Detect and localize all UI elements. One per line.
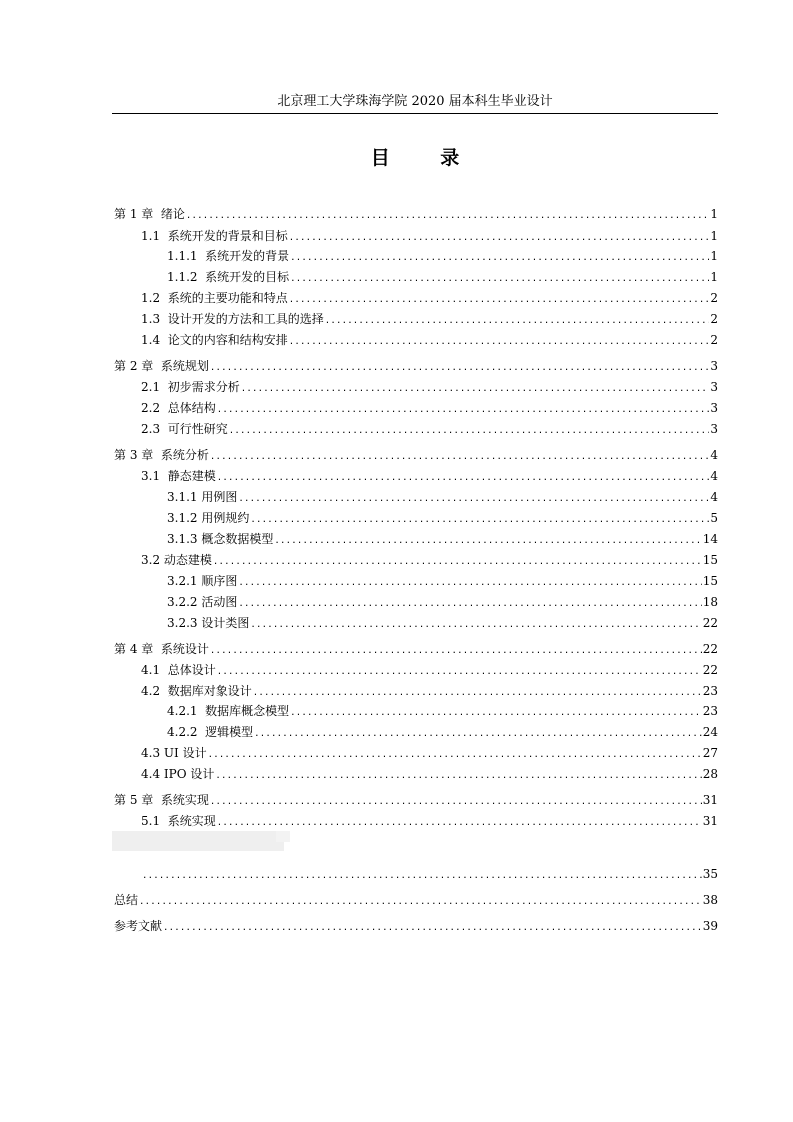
- dot-leader: [290, 250, 709, 266]
- toc-entry-label: 2.1 初步需求分析: [141, 380, 240, 394]
- redacted-region-tab: [276, 831, 290, 842]
- toc-entry-label: 3.2.2 活动图: [167, 595, 238, 609]
- dot-leader: [290, 271, 709, 287]
- toc-entry-label: 3.1.3 概念数据模型: [167, 532, 274, 546]
- toc-entry-label: 3.2 动态建模: [141, 553, 212, 567]
- redacted-region: [112, 831, 284, 851]
- toc-entry-label: 4.2.1 数据库概念模型: [167, 704, 290, 718]
- toc-entry-1-3[interactable]: [141, 311, 718, 329]
- toc-entry-ch4[interactable]: [114, 641, 718, 659]
- toc-entry-page: 3: [710, 422, 718, 436]
- toc-entry-page: 15: [702, 553, 718, 567]
- toc-entry-4-2[interactable]: [141, 683, 718, 701]
- toc-entry-ch2[interactable]: [114, 358, 718, 376]
- toc-entry-ch1[interactable]: [114, 206, 718, 224]
- toc-entry-obscured[interactable]: [141, 866, 718, 884]
- toc-entry-page: 22: [702, 663, 718, 677]
- toc-entry-label: 4.4 IPO 设计: [141, 767, 215, 781]
- toc-entry-label: 4.1 总体设计: [141, 663, 216, 677]
- dot-leader: [250, 617, 701, 633]
- toc-entry-summary[interactable]: [114, 892, 718, 910]
- toc-entry-5-1[interactable]: [141, 813, 718, 831]
- toc-entry-page: 3: [710, 380, 718, 394]
- dot-leader: [210, 360, 709, 376]
- dot-leader: [274, 533, 701, 549]
- toc-entry-page: 5: [710, 511, 718, 525]
- dot-leader: [217, 402, 710, 418]
- toc-entry-label: 5.1 系统实现: [141, 814, 216, 828]
- dot-leader: [241, 381, 710, 397]
- toc-entry-label: 第 2 章 系统规划: [114, 359, 209, 373]
- toc-entry-label: 3.1.2 用例规约: [167, 511, 250, 525]
- toc-entry-label: 3.1.1 用例图: [167, 490, 238, 504]
- toc-entry-page: 28: [702, 767, 718, 781]
- dot-leader: [238, 575, 701, 591]
- toc-entry-page: 39: [702, 919, 718, 933]
- toc-entry-page: 2: [710, 312, 718, 326]
- toc-entry-label: 第 3 章 系统分析: [114, 448, 209, 462]
- toc-entry-page: 22: [702, 616, 718, 630]
- dot-leader: [142, 868, 702, 884]
- toc-entry-label: 1.1.2 系统开发的目标: [167, 270, 290, 284]
- dot-leader: [289, 230, 710, 246]
- toc-entry-label: 1.1.1 系统开发的背景: [167, 249, 290, 263]
- toc-entry-page: 1: [710, 270, 718, 284]
- toc-entry-page: 2: [710, 291, 718, 305]
- toc-entry-page: 2: [710, 333, 718, 347]
- toc-entry-2-3[interactable]: [141, 421, 718, 439]
- toc-entry-label: 4.2.2 逻辑模型: [167, 725, 254, 739]
- dot-leader: [325, 313, 710, 329]
- dot-leader: [238, 491, 709, 507]
- toc-entry-label: 4.3 UI 设计: [141, 746, 207, 760]
- toc-entry-3-2-1[interactable]: [167, 573, 718, 591]
- toc-entry-2-2[interactable]: [141, 400, 718, 418]
- dot-leader: [139, 894, 702, 910]
- toc-entry-page: 1: [710, 229, 718, 243]
- toc-entry-page: 4: [710, 448, 718, 462]
- dot-leader: [253, 685, 702, 701]
- dot-leader: [290, 705, 702, 721]
- toc-entry-page: 4: [710, 490, 718, 504]
- toc-entry-4-2-1[interactable]: [167, 703, 718, 721]
- toc-entry-page: 14: [702, 532, 718, 546]
- toc-entry-label: 总结: [114, 893, 139, 907]
- toc-title: 目 录: [370, 147, 482, 169]
- toc-entry-page: 1: [710, 249, 718, 263]
- toc-entry-3-2[interactable]: [141, 552, 718, 570]
- toc-entry-label: 2.2 总体结构: [141, 401, 216, 415]
- toc-entry-references[interactable]: [114, 918, 718, 936]
- dot-leader: [289, 334, 710, 350]
- toc-entry-page: 3: [710, 401, 718, 415]
- toc-entry-1-4[interactable]: [141, 332, 718, 350]
- dot-leader: [238, 596, 701, 612]
- toc-entry-1-2[interactable]: [141, 290, 718, 308]
- dot-leader: [250, 512, 709, 528]
- toc-entry-1-1[interactable]: [141, 228, 718, 246]
- toc-entry-label: 1.4 论文的内容和结构安排: [141, 333, 288, 347]
- toc-entry-label: 1.3 设计开发的方法和工具的选择: [141, 312, 324, 326]
- toc-entry-1-1-2[interactable]: [167, 269, 718, 287]
- toc-entry-label: 2.3 可行性研究: [141, 422, 228, 436]
- toc-entry-label: 参考文献: [114, 919, 163, 933]
- toc-entry-label: 第 1 章 绪论: [114, 207, 185, 221]
- toc-entry-4-2-2[interactable]: [167, 724, 718, 742]
- toc-entry-1-1-1[interactable]: [167, 248, 718, 266]
- dot-leader: [289, 292, 710, 308]
- page-header: 北京理工大学珠海学院 2020 届本科生毕业设计: [277, 94, 553, 109]
- toc-entry-page: 23: [702, 704, 718, 718]
- dot-leader: [210, 643, 702, 659]
- toc-entry-label: 1.1 系统开发的背景和目标: [141, 229, 288, 243]
- toc-entry-3-1-3[interactable]: [167, 531, 718, 549]
- dot-leader: [217, 815, 702, 831]
- toc-entry-3-2-3[interactable]: [167, 615, 718, 633]
- toc-entry-page: 35: [702, 867, 718, 881]
- toc-entry-label: 4.2 数据库对象设计: [141, 684, 252, 698]
- toc-entry-page: 27: [702, 746, 718, 760]
- toc-entry-label: 3.1 静态建模: [141, 469, 216, 483]
- dot-leader: [229, 423, 710, 439]
- toc-entry-page: 3: [710, 359, 718, 373]
- toc-entry-3-2-2[interactable]: [167, 594, 718, 612]
- dot-leader: [217, 470, 710, 486]
- dot-leader: [217, 664, 702, 680]
- toc-entry-page: 18: [702, 595, 718, 609]
- toc-entry-label: 3.2.3 设计类图: [167, 616, 250, 630]
- toc-entry-3-1-1[interactable]: [167, 489, 718, 507]
- toc-entry-2-1[interactable]: [141, 379, 718, 397]
- dot-leader: [208, 747, 702, 763]
- toc-entry-page: 23: [702, 684, 718, 698]
- toc-entry-label: 第 5 章 系统实现: [114, 793, 209, 807]
- toc-entry-page: 15: [702, 574, 718, 588]
- dot-leader: [213, 554, 702, 570]
- toc-entry-page: 31: [702, 814, 718, 828]
- toc-entry-4-4[interactable]: [141, 766, 718, 784]
- dot-leader: [186, 208, 709, 224]
- toc-entry-4-3[interactable]: [141, 745, 718, 763]
- dot-leader: [163, 920, 702, 936]
- toc-entry-page: 38: [702, 893, 718, 907]
- toc-entry-label: 3.2.1 顺序图: [167, 574, 238, 588]
- toc-entry-label: 1.2 系统的主要功能和特点: [141, 291, 288, 305]
- toc-entry-ch3[interactable]: [114, 447, 718, 465]
- dot-leader: [215, 768, 701, 784]
- dot-leader: [210, 449, 709, 465]
- toc-entry-page: 24: [702, 725, 718, 739]
- toc-entry-4-1[interactable]: [141, 662, 718, 680]
- toc-entry-3-1-2[interactable]: [167, 510, 718, 528]
- toc-entry-page: 4: [710, 469, 718, 483]
- toc-entry-page: 1: [710, 207, 718, 221]
- toc-entry-3-1[interactable]: [141, 468, 718, 486]
- dot-leader: [210, 794, 702, 810]
- toc-entry-page: 31: [702, 793, 718, 807]
- toc-entry-label: 第 4 章 系统设计: [114, 642, 209, 656]
- toc-entry-page: 22: [702, 642, 718, 656]
- toc-entry-ch5[interactable]: [114, 792, 718, 810]
- dot-leader: [254, 726, 702, 742]
